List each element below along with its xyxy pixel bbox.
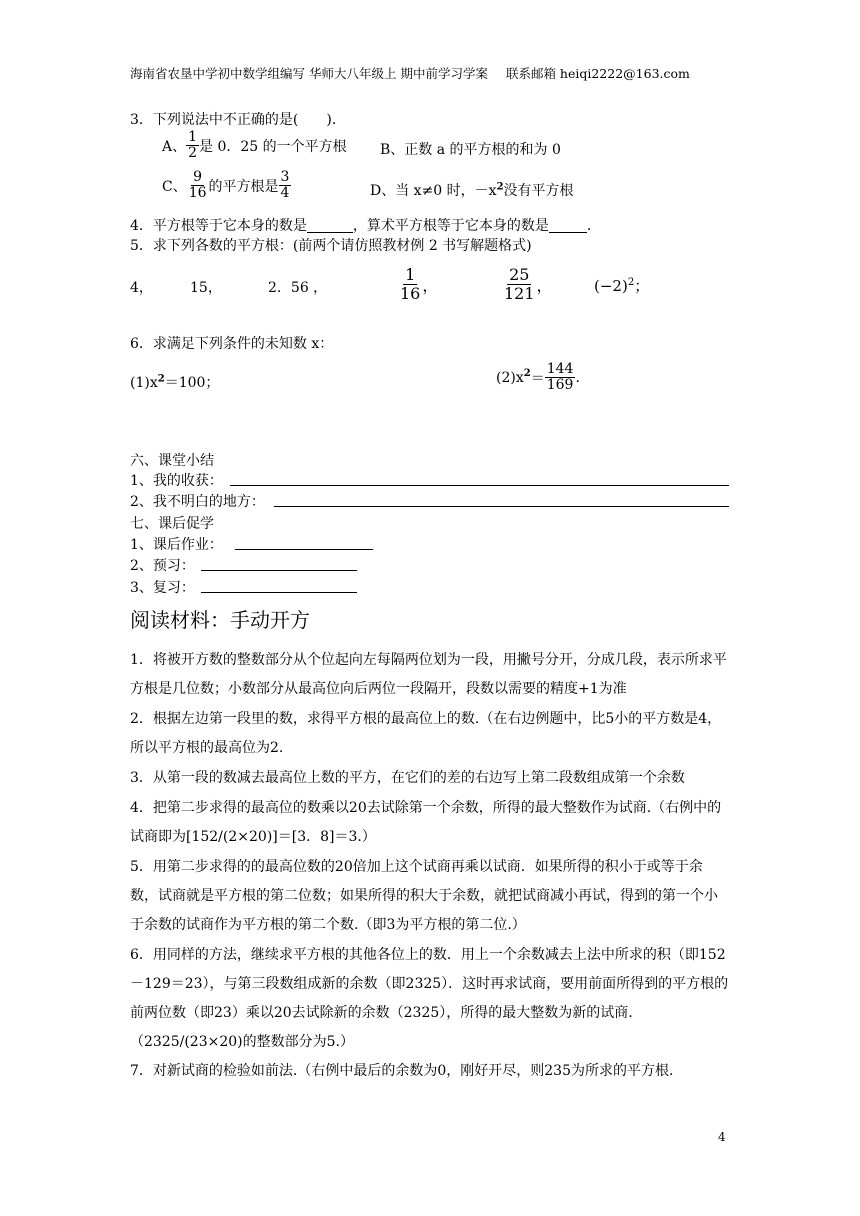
option-a-prefix: A、 xyxy=(162,138,187,155)
q4-part-b: ，算术平方根等于它本身的数是 xyxy=(352,218,549,234)
fraction-numerator: 1 xyxy=(188,129,198,145)
q5-num-15: 15， xyxy=(190,280,222,296)
q3-option-b: B、正数 a 的平方根的和为 0 xyxy=(380,142,561,158)
q6-part-1 xyxy=(130,372,219,392)
comma: ， xyxy=(536,275,553,295)
option-c-mid: 的平方根是 xyxy=(208,178,279,195)
summary-item-1: 1、我的收获： xyxy=(130,473,223,489)
answer-line[interactable] xyxy=(201,570,357,571)
header-text: 海南省农垦中学初中数学组编写 华师大八年级上 期中前学习学案 xyxy=(130,66,488,81)
after-title: 七、课后促学 xyxy=(130,516,214,532)
q5-neg-two-squared xyxy=(594,275,649,296)
q6-part-2 xyxy=(496,362,580,394)
neg-two: (−2) xyxy=(594,277,628,295)
q3-option-c xyxy=(162,170,291,202)
fraction-144-169 xyxy=(545,362,576,394)
reading-paragraph-2: 2．根据左边第一段里的数，求得平方根的最高位上的数.（在右边例题中，比5小的平方数是4，所以平方根的最高位为2. xyxy=(130,711,722,756)
semicolon: ； xyxy=(634,277,650,295)
summary-title: 六、课堂小结 xyxy=(130,453,214,469)
answer-line[interactable] xyxy=(230,485,729,486)
fraction-denominator: 16 xyxy=(188,185,207,202)
option-d-prefix: D、当 x≠0 时，－x xyxy=(370,183,497,199)
fraction-numerator: 1 xyxy=(405,265,416,284)
superscript: 2 xyxy=(496,181,504,193)
q5-frac-25-121 xyxy=(502,266,553,302)
fraction-half xyxy=(186,130,199,162)
after-item-1: 1、课后作业： xyxy=(130,537,223,553)
page-header xyxy=(130,64,690,82)
fraction-one-sixteenth xyxy=(398,266,422,302)
fraction-numerator: 25 xyxy=(509,265,530,284)
after-item-3: 3、复习： xyxy=(130,580,195,596)
answer-blank[interactable] xyxy=(307,218,353,233)
reading-paragraph-6: 6．用同样的方法，继续求平方根的其他各位上的数．用上一个余数减去上法中所求的积（即152－129＝23），与第三段数组成新的余数（即2325）．这时再求试商，要用前面所得到的平方根的前两位数（即23）乘以20去试除新的余数（2325），所得的最大整数为新的试商.（2325/(23×20)的整数部分为5.） xyxy=(130,947,729,1050)
reading-paragraph-1: 1．将被开方数的整数部分从个位起向左每隔两位划为一段，用撇号分开，分成几段，表示所求平方根是几位数；小数部分从最高位向后两位一段隔开，段数以需要的精度+1为准 xyxy=(130,652,727,697)
fraction-numerator: 9 xyxy=(193,169,203,185)
q3-option-a xyxy=(162,130,347,162)
reading-paragraph-5: 5．用第二步求得的的最高位数的20倍加上这个试商再乘以试商．如果所得的积小于或等于余数，试商就是平方根的第二位数；如果所得的积大于余数，就把试商减小再试，得到的第一个小于余数的试商作为平方根的第二个数.（即3为平方根的第二位.） xyxy=(130,859,718,933)
part1-x: (1)x xyxy=(130,375,158,391)
option-a-text: 是 0．25 的一个平方根 xyxy=(199,138,347,155)
q4-part-c: . xyxy=(586,218,592,234)
q5-stem: 5．求下列各数的平方根：(前两个请仿照教材例 2 书写解题格式) xyxy=(130,238,532,254)
part2-x: (2)x xyxy=(496,369,524,386)
fraction-denominator: 169 xyxy=(546,377,574,394)
reading-title: 阅读材料：手动开方 xyxy=(130,608,310,632)
part1-value: ＝100； xyxy=(164,375,220,391)
summary-item-2: 2、我不明白的地方： xyxy=(130,494,265,510)
q3-stem: 3．下列说法中不正确的是( )． xyxy=(130,112,346,128)
superscript: 2 xyxy=(627,277,635,288)
fraction-nine-sixteenths xyxy=(187,170,209,202)
fraction-25-121 xyxy=(502,266,537,302)
reading-paragraph-4: 4．把第二步求得的最高位的数乘以20去试除第一个余数，所得的最大整数作为试商.（右例中的试商即为[152/(2×20)]＝[3．8]＝3.） xyxy=(130,800,722,845)
superscript: 2 xyxy=(157,373,165,385)
equals: ＝ xyxy=(530,370,545,387)
option-c-prefix: C、 xyxy=(162,178,187,195)
q4 xyxy=(130,215,591,235)
superscript: 2 xyxy=(523,368,531,379)
header-email: 联系邮箱 heiqi2222@163.com xyxy=(505,66,690,81)
fraction-numerator: 3 xyxy=(280,169,290,185)
fraction-three-quarters xyxy=(279,170,292,202)
fraction-numerator: 144 xyxy=(546,361,574,377)
answer-blank[interactable] xyxy=(549,218,587,233)
q5-num-4: 4， xyxy=(130,280,153,296)
fraction-denominator: 16 xyxy=(400,283,421,303)
q4-part-a: 4．平方根等于它本身的数是 xyxy=(130,218,307,234)
q5-num-2-56: 2．56 ， xyxy=(268,280,328,296)
fraction-denominator: 2 xyxy=(188,145,198,162)
q3-option-d xyxy=(370,180,574,200)
answer-line[interactable] xyxy=(201,592,357,593)
period: . xyxy=(575,369,580,386)
answer-line[interactable] xyxy=(235,549,373,550)
reading-paragraph-7: 7．对新试商的检验如前法.（右例中最后的余数为0，刚好开尽，则235为所求的平方根. xyxy=(130,1063,674,1079)
q6-stem: 6．求满足下列条件的未知数 x： xyxy=(130,336,334,352)
fraction-denominator: 4 xyxy=(280,185,290,202)
answer-line[interactable] xyxy=(274,506,729,507)
q5-frac-1-16 xyxy=(398,266,438,302)
option-d-suffix: 没有平方根 xyxy=(503,183,574,199)
page-number: 4 xyxy=(718,1130,726,1144)
after-item-2: 2、预习： xyxy=(130,558,195,574)
comma: ， xyxy=(422,275,439,295)
fraction-denominator: 121 xyxy=(504,283,535,303)
reading-paragraph-3: 3．从第一段的数减去最高位上数的平方，在它们的差的右边写上第二段数组成第一个余数 xyxy=(130,770,685,786)
